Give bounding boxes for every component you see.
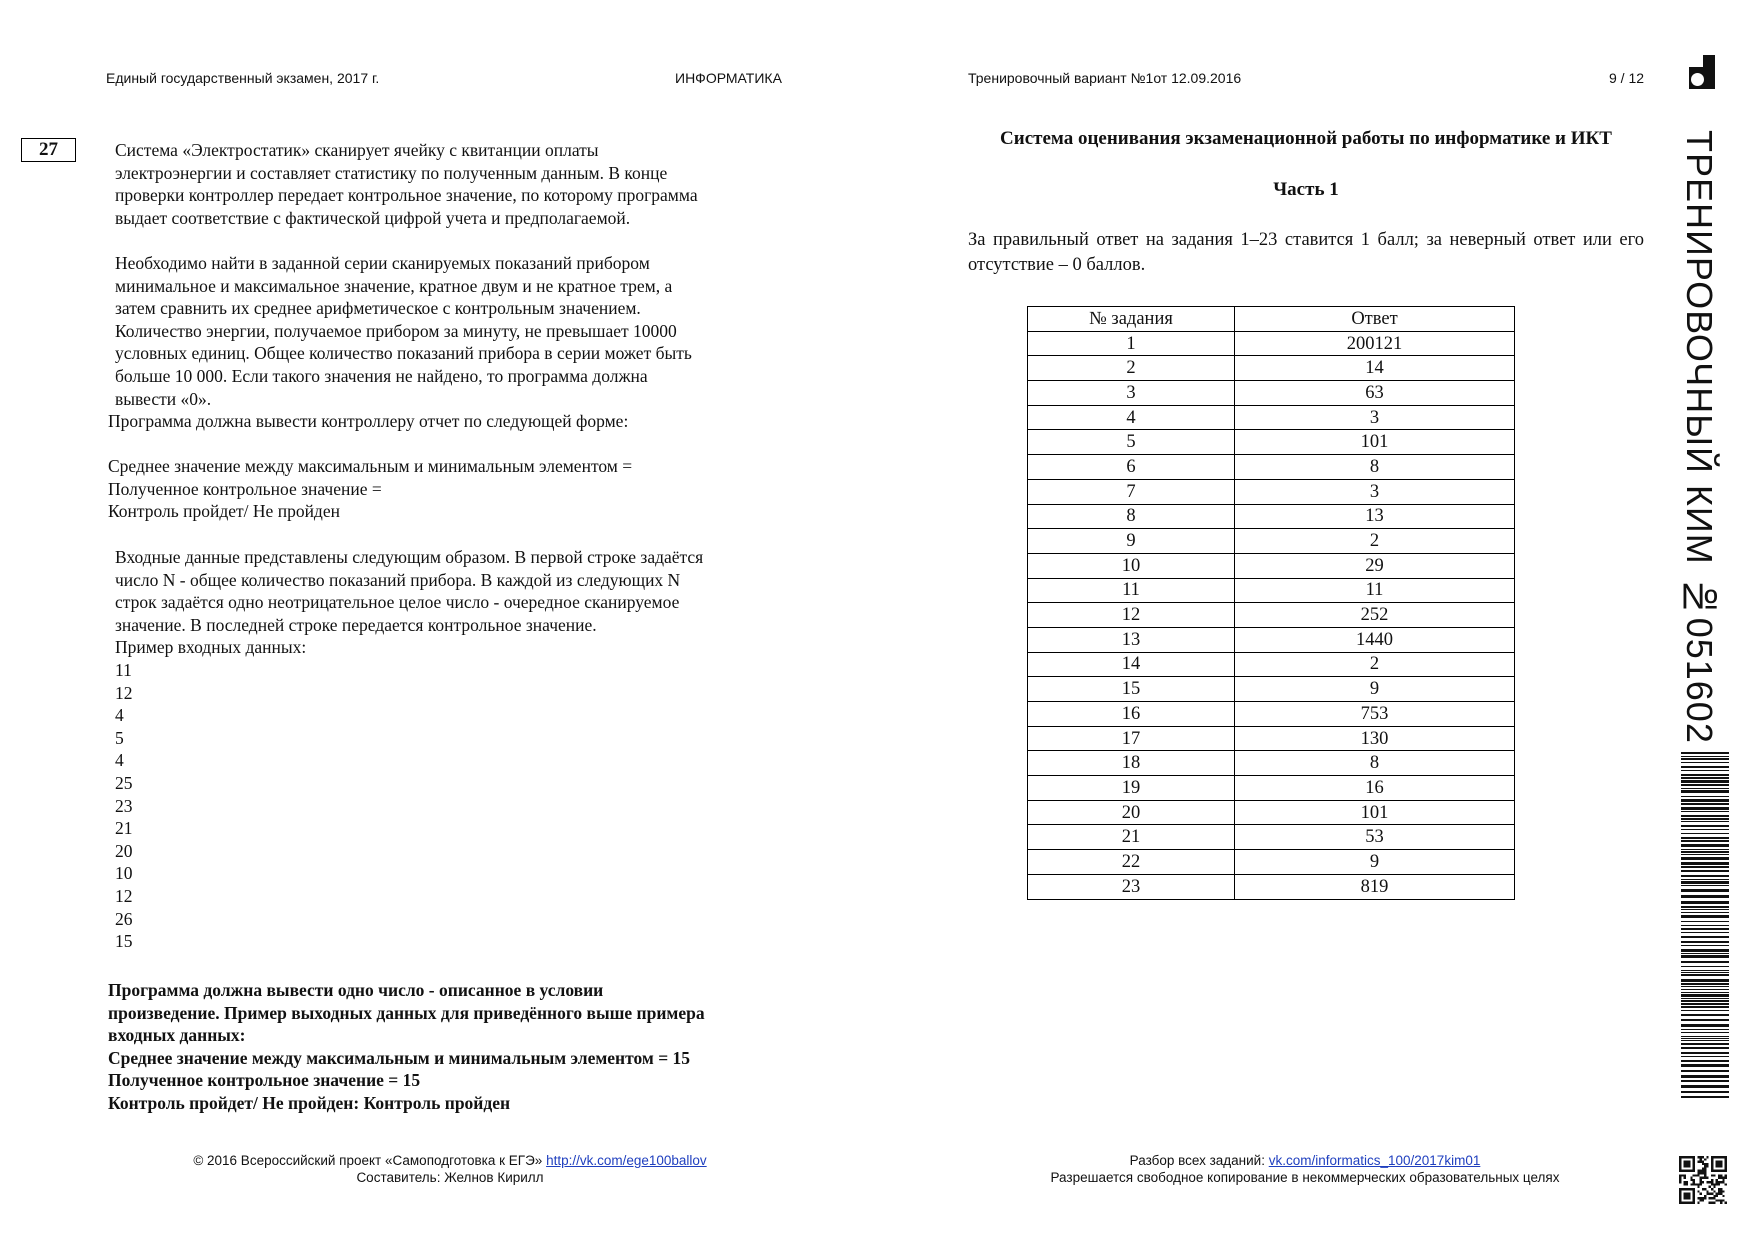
table-row bbox=[1028, 331, 1515, 356]
task-number-cell: 21 bbox=[1028, 825, 1235, 850]
table-header-row bbox=[1028, 307, 1515, 332]
footer-analysis-text: Разбор всех заданий: bbox=[1129, 1153, 1265, 1168]
answer-cell: 819 bbox=[1235, 874, 1515, 899]
answer-cell: 13 bbox=[1235, 504, 1515, 529]
part-heading: Часть 1 bbox=[1273, 179, 1339, 200]
task-number-cell: 16 bbox=[1028, 702, 1235, 727]
task-number-cell: 15 bbox=[1028, 677, 1235, 702]
example-input-value: 4 bbox=[115, 750, 124, 771]
header-page-number: 9 / 12 bbox=[1609, 70, 1645, 86]
footer-project-link[interactable]: http://vk.com/ege100ballov bbox=[546, 1153, 707, 1168]
task-number-cell: 1 bbox=[1028, 331, 1235, 356]
answer-cell: 3 bbox=[1235, 479, 1515, 504]
table-row bbox=[1028, 726, 1515, 751]
answer-cell: 9 bbox=[1235, 677, 1515, 702]
task-number-cell: 13 bbox=[1028, 627, 1235, 652]
answers-table-body bbox=[1028, 331, 1515, 899]
answer-cell: 1440 bbox=[1235, 627, 1515, 652]
footer-copyright: Разрешается свободное копирование в некоммерческих образовательных целях bbox=[1050, 1170, 1560, 1185]
table-row bbox=[1028, 381, 1515, 406]
task-number-cell: 20 bbox=[1028, 800, 1235, 825]
grading-system-title: Система оценивания экзаменационной работы по информатике и ИКТ bbox=[1000, 128, 1612, 149]
output-description-block bbox=[108, 979, 808, 1115]
table-row bbox=[1028, 553, 1515, 578]
example-input-value: 25 bbox=[115, 772, 133, 793]
table-row bbox=[1028, 677, 1515, 702]
task-paragraph-3: Программа должна вывести контроллеру отчет по следующей форме: bbox=[108, 411, 629, 431]
table-row bbox=[1028, 627, 1515, 652]
qr-code-icon bbox=[1679, 1156, 1727, 1204]
table-row bbox=[1028, 652, 1515, 677]
example-input-value: 26 bbox=[115, 908, 133, 929]
example-input-value: 4 bbox=[115, 705, 124, 726]
table-row bbox=[1028, 455, 1515, 480]
answers-table bbox=[1027, 306, 1515, 900]
example-input-list bbox=[115, 659, 815, 953]
header-exam-title: Единый государственный экзамен, 2017 г. bbox=[106, 70, 380, 86]
table-row bbox=[1028, 702, 1515, 727]
answer-cell: 63 bbox=[1235, 381, 1515, 406]
answer-cell: 2 bbox=[1235, 652, 1515, 677]
table-row bbox=[1028, 430, 1515, 455]
header-subject: ИНФОРМАТИКА bbox=[675, 70, 782, 86]
answer-cell: 16 bbox=[1235, 776, 1515, 801]
task-number-cell: 7 bbox=[1028, 479, 1235, 504]
example-input-value: 11 bbox=[115, 659, 132, 680]
task-number-cell: 17 bbox=[1028, 726, 1235, 751]
table-row bbox=[1028, 776, 1515, 801]
answer-cell: 101 bbox=[1235, 430, 1515, 455]
table-row bbox=[1028, 825, 1515, 850]
table-row bbox=[1028, 405, 1515, 430]
task-number-cell: 19 bbox=[1028, 776, 1235, 801]
answer-cell: 753 bbox=[1235, 702, 1515, 727]
task-number-cell: 22 bbox=[1028, 850, 1235, 875]
answer-cell: 14 bbox=[1235, 356, 1515, 381]
output-description: Программа должна вывести одно число - описанное в условии произведение. Пример выходных данных для приведённого выше примера входных данных: Среднее значение между максимальным и минимальным элементом = 15 Полученное контрольное значение = 15 Контроль пройдет/ Не пройден: Контроль пройден bbox=[108, 980, 705, 1113]
task-report-block bbox=[108, 410, 808, 523]
answer-cell: 53 bbox=[1235, 825, 1515, 850]
task-text-block bbox=[115, 139, 805, 410]
task-number-cell: 18 bbox=[1028, 751, 1235, 776]
input-description: Входные данные представлены следующим образом. В первой строке задаётся число N - общее количество показаний прибора. В каждой из следующих N строк задаётся одно неотрицательное целое число - очередное сканируемое значение. В последней строке передается контрольное значение. Пример входных данных: bbox=[115, 547, 704, 658]
footer-project-text: © 2016 Всероссийский проект «Самоподготовка к ЕГЭ» bbox=[193, 1153, 543, 1168]
answer-cell: 200121 bbox=[1235, 331, 1515, 356]
report-form: Среднее значение между максимальным и минимальным элементом = Полученное контрольное значение = Контроль пройдет/ Не пройден bbox=[108, 456, 633, 522]
task-number-cell: 2 bbox=[1028, 356, 1235, 381]
task-number-cell: 9 bbox=[1028, 529, 1235, 554]
table-row bbox=[1028, 603, 1515, 628]
column-header-task: № задания bbox=[1028, 307, 1235, 332]
vertical-kim-label: ТРЕНИРОВОЧНЫЙ КИМ №051602 bbox=[1679, 130, 1720, 744]
answer-cell: 11 bbox=[1235, 578, 1515, 603]
task-paragraph-2: Необходимо найти в заданной серии сканируемых показаний прибором минимальное и максимальное значение, кратное двум и не кратное трем, а затем сравнить их среднее арифметическое с контрольным значением. Количество энергии, получаемое прибором за минуту, не превышает 10000 условных единиц. Общее количество показаний прибора в серии может быть больше 10 000. Если такого значения не найдено, то программа должна вывести «0». bbox=[115, 252, 692, 409]
footer-analysis-link[interactable]: vk.com/informatics_100/2017kim01 bbox=[1268, 1153, 1481, 1168]
task-paragraph-1: Система «Электростатик» сканирует ячейку с квитанции оплаты электроэнергии и составляет статистику по полученным данным. В конце проверки контроллер передает контрольное значение, по которому программа выдает соответствие с фактической цифрой учета и предполагаемой. bbox=[115, 140, 698, 228]
task-number-cell: 10 bbox=[1028, 553, 1235, 578]
table-row bbox=[1028, 504, 1515, 529]
example-input-value: 12 bbox=[115, 682, 133, 703]
example-input-value: 10 bbox=[115, 863, 133, 884]
answer-cell: 2 bbox=[1235, 529, 1515, 554]
task-number-cell: 14 bbox=[1028, 652, 1235, 677]
table-row bbox=[1028, 850, 1515, 875]
footer-author: Составитель: Желнов Кирилл bbox=[356, 1170, 544, 1185]
task-number-cell: 5 bbox=[1028, 430, 1235, 455]
barcode-icon bbox=[1681, 752, 1729, 1100]
example-input-value: 20 bbox=[115, 840, 133, 861]
task-number-cell: 6 bbox=[1028, 455, 1235, 480]
task-number-cell: 23 bbox=[1028, 874, 1235, 899]
task-number-cell: 3 bbox=[1028, 381, 1235, 406]
corner-marker-icon bbox=[1689, 55, 1715, 89]
answer-cell: 29 bbox=[1235, 553, 1515, 578]
answer-cell: 8 bbox=[1235, 455, 1515, 480]
answer-cell: 252 bbox=[1235, 603, 1515, 628]
table-row bbox=[1028, 751, 1515, 776]
example-input-value: 15 bbox=[115, 931, 133, 952]
table-row bbox=[1028, 578, 1515, 603]
grading-intro: За правильный ответ на задания 1–23 ставится 1 балл; за неверный ответ или его отсутствие – 0 баллов. bbox=[968, 230, 1644, 275]
input-description-block bbox=[115, 546, 815, 953]
table-row bbox=[1028, 479, 1515, 504]
example-input-value: 23 bbox=[115, 795, 133, 816]
table-row bbox=[1028, 356, 1515, 381]
footer-left bbox=[150, 1152, 750, 1186]
answer-cell: 3 bbox=[1235, 405, 1515, 430]
answer-cell: 8 bbox=[1235, 751, 1515, 776]
answer-cell: 130 bbox=[1235, 726, 1515, 751]
task-number-cell: 8 bbox=[1028, 504, 1235, 529]
table-row bbox=[1028, 874, 1515, 899]
footer-right bbox=[960, 1152, 1650, 1186]
table-row bbox=[1028, 529, 1515, 554]
example-input-value: 5 bbox=[115, 727, 124, 748]
task-number-box: 27 bbox=[21, 138, 76, 162]
answer-cell: 101 bbox=[1235, 800, 1515, 825]
example-input-value: 12 bbox=[115, 885, 133, 906]
task-number-cell: 12 bbox=[1028, 603, 1235, 628]
table-row bbox=[1028, 800, 1515, 825]
example-input-value: 21 bbox=[115, 818, 133, 839]
header-variant: Тренировочный вариант №1от 12.09.2016 bbox=[968, 70, 1242, 86]
task-number-cell: 4 bbox=[1028, 405, 1235, 430]
column-header-answer: Ответ bbox=[1235, 307, 1515, 332]
task-number-cell: 11 bbox=[1028, 578, 1235, 603]
answer-cell: 9 bbox=[1235, 850, 1515, 875]
